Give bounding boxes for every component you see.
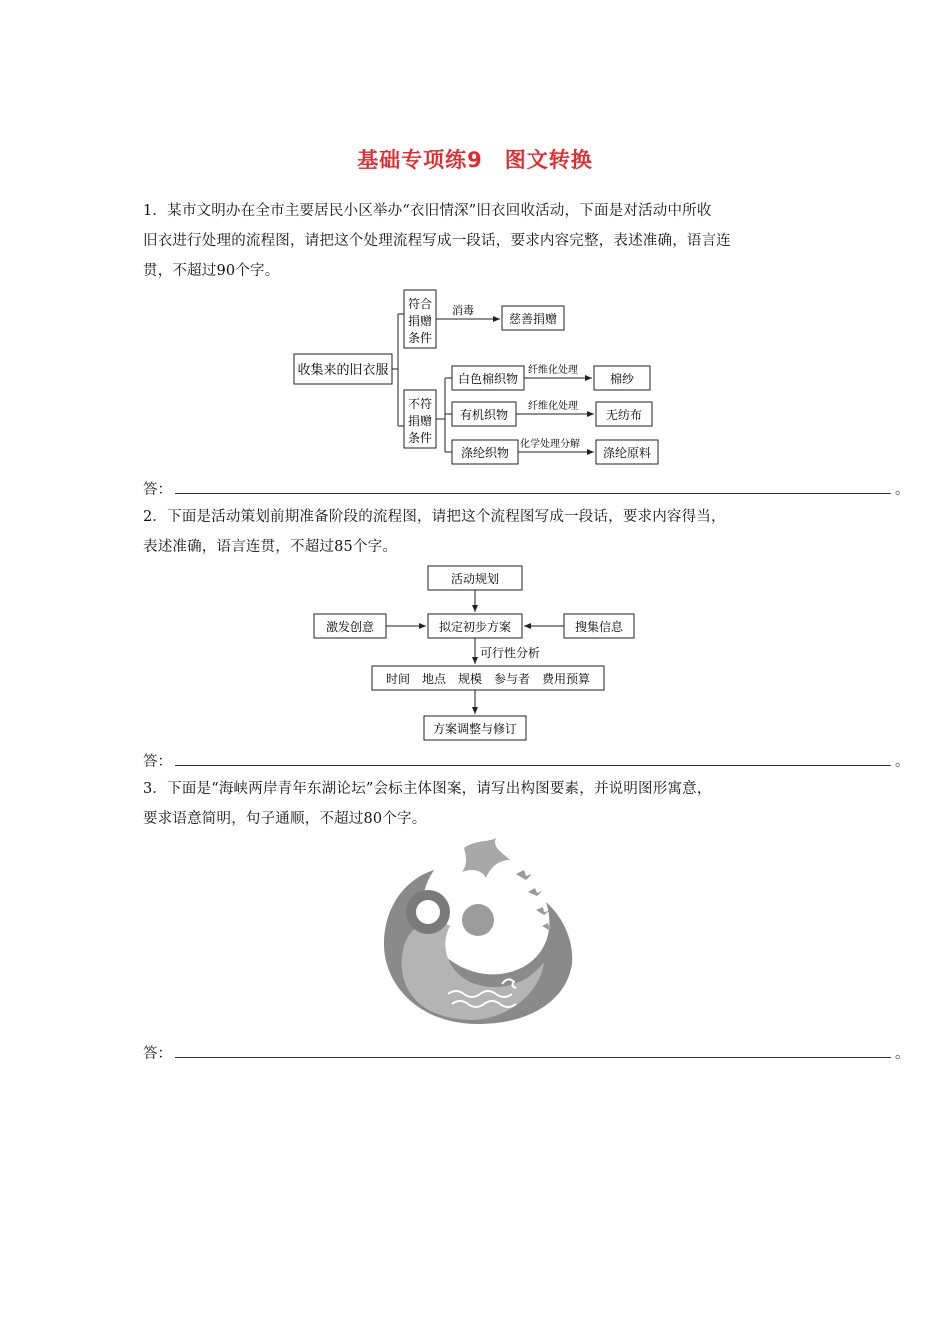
- branch-b-brace: [436, 378, 452, 452]
- page-title: 基础专项练9 图文转换: [357, 148, 593, 172]
- arrow-label: 可行性分析: [480, 646, 541, 660]
- answer-label: 答：: [143, 482, 172, 498]
- row-source-label: 涤纶织物: [460, 446, 510, 460]
- branch-a-label: 符合: [407, 297, 433, 311]
- bird-icon: [516, 870, 532, 880]
- row-process-label: 纤维化处理: [528, 365, 578, 376]
- question-3-line: 3．下面是“海峡两岸青年东湖论坛”会标主体图案，请写出构图要素，并说明图形寓意，: [143, 781, 712, 797]
- dove-icon: [462, 838, 510, 878]
- center-label: 拟定初步方案: [438, 620, 512, 634]
- step-label: 消毒: [452, 304, 474, 317]
- answer-blank[interactable]: [175, 493, 891, 494]
- row-result-label: 棉纱: [609, 372, 635, 386]
- question-1-line: 旧衣进行处理的流程图，请把这个处理流程写成一段话，要求内容完整，表述准确，语言连: [143, 233, 731, 249]
- row-result-label: 无纺布: [605, 408, 643, 422]
- charity-label: 慈善捐赠: [508, 312, 558, 326]
- answer-end: 。: [895, 754, 910, 770]
- recycling-flowchart: [290, 286, 670, 466]
- row-result-label: 涤纶原料: [602, 446, 652, 460]
- question-2-line: 表述准确，语言连贯，不超过85个字。: [143, 539, 398, 555]
- planning-flowchart: [308, 564, 638, 744]
- answer-line-2[interactable]: [143, 750, 910, 772]
- answer-end: 。: [895, 482, 910, 498]
- right-label: 搜集信息: [574, 620, 624, 634]
- answer-end: 。: [895, 1046, 910, 1062]
- question-2: [143, 502, 811, 562]
- factors-label: 时间 地点 规模 参与者 费用预算: [385, 672, 591, 686]
- branch-a-label: 捐赠: [407, 314, 433, 328]
- answer-label: 答：: [143, 1046, 172, 1062]
- row-process-label: 纤维化处理: [528, 401, 578, 412]
- root-brace: [392, 314, 404, 426]
- logo-head-left-hole: [416, 900, 440, 924]
- answer-blank[interactable]: [175, 1057, 891, 1058]
- logo-head-right: [462, 904, 494, 936]
- row-source-label: 有机织物: [459, 408, 509, 422]
- question-2-line: 2．下面是活动策划前期准备阶段的流程图，请把这个流程图写成一段话，要求内容得当，: [143, 509, 726, 525]
- row-process-label: 化学处理分解: [520, 439, 580, 450]
- branch-b-label: 捐赠: [407, 414, 433, 428]
- forum-logo-image: [378, 834, 578, 1034]
- bottom-label: 方案调整与修订: [432, 722, 518, 736]
- bird-icon: [528, 888, 542, 896]
- root-label: 收集来的旧衣服: [297, 363, 389, 378]
- branch-a-label: 条件: [407, 331, 433, 345]
- question-3: [143, 774, 811, 834]
- answer-line-3[interactable]: [143, 1042, 910, 1064]
- question-3-line: 要求语意简明，句子通顺，不超过80个字。: [143, 811, 427, 827]
- top-label: 活动规划: [450, 572, 500, 586]
- row-source-label: 白色棉织物: [457, 372, 519, 386]
- branch-b-label: 条件: [407, 431, 433, 445]
- answer-line-1[interactable]: [143, 478, 910, 500]
- question-1-line: 贯，不超过90个字。: [143, 263, 280, 279]
- answer-blank[interactable]: [175, 765, 891, 766]
- question-1-line: 1．某市文明办在全市主要居民小区举办“衣旧情深”旧衣回收活动，下面是对活动中所收: [143, 203, 712, 219]
- bird-icon: [536, 907, 549, 915]
- question-1: [143, 196, 811, 286]
- left-label: 激发创意: [325, 620, 375, 634]
- branch-b-label: 不符: [407, 397, 433, 411]
- answer-label: 答：: [143, 754, 172, 770]
